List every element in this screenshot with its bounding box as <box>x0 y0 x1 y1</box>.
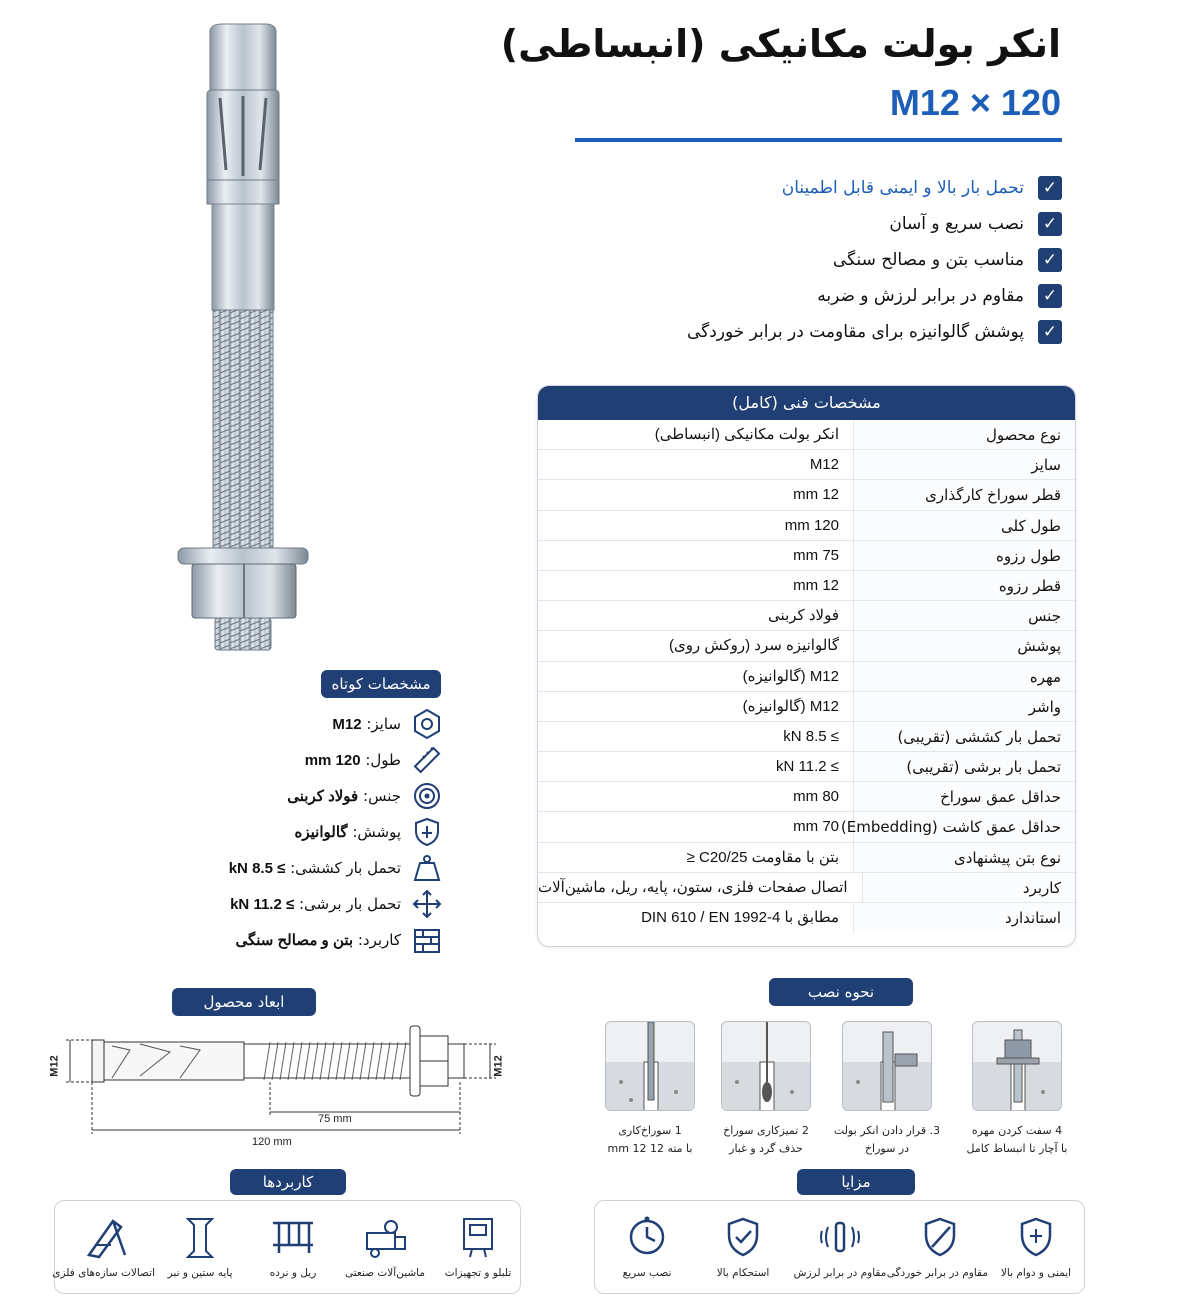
spec-value: ≥ 8.5 kN <box>783 727 839 745</box>
spec-key: نوع محصول <box>853 420 1075 449</box>
spec-value: M12 <box>809 456 839 474</box>
spec-row <box>538 722 1075 752</box>
advantage-label: ایمنی و دوام بالا <box>1000 1267 1072 1279</box>
brick-wall-icon <box>411 924 443 956</box>
installation-title: نحوه نصب <box>769 978 913 1006</box>
install-step-line1: 3. قرار دادن انکر بولت <box>833 1124 941 1137</box>
diameter-left-label: M12 <box>48 1055 61 1077</box>
spec-row <box>538 631 1075 661</box>
application-item <box>245 1215 341 1279</box>
install-step-image <box>842 1021 932 1111</box>
spec-value: 12 mm <box>793 576 839 594</box>
corrosion-shield-icon <box>918 1215 962 1259</box>
quick-install-icon <box>625 1215 669 1259</box>
spec-row <box>538 511 1075 541</box>
total-length-label: 120 mm <box>252 1136 292 1148</box>
spec-row <box>538 601 1075 631</box>
short-spec-value: 120 mm <box>304 752 361 769</box>
feature-item <box>592 314 1062 350</box>
spec-value: 80 mm <box>793 788 839 806</box>
spec-value: 12 mm <box>793 486 839 504</box>
spec-key: طول رزوه <box>853 541 1075 570</box>
spec-value: گالوانیزه سرد (روکش روی) <box>668 637 839 655</box>
install-step-line1: 1 سوراخ‌کاری <box>618 1124 682 1137</box>
shield-icon <box>411 816 443 848</box>
spec-row <box>538 873 1075 903</box>
short-spec-label: جنس: <box>363 787 401 805</box>
page-title: انکر بولت مکانیکی (انبساطی) <box>500 22 1061 66</box>
install-step-line2: با مته 12 mm 12 <box>607 1142 693 1155</box>
vibration-icon <box>818 1215 862 1259</box>
short-spec-label: پوشش: <box>352 823 401 841</box>
thread-length-label: 75 mm <box>318 1113 352 1125</box>
spec-key: حداقل عمق سوراخ <box>853 782 1075 811</box>
applications-card <box>54 1200 521 1294</box>
column-icon <box>180 1215 220 1259</box>
short-spec-label: تحمل بار برشی: <box>299 895 401 913</box>
short-spec-item <box>203 706 443 742</box>
insert-bolt-icon <box>843 1022 932 1111</box>
dimensions-title: ابعاد محصول <box>172 988 316 1016</box>
applications-title: کاربردها <box>230 1169 346 1195</box>
checkbox-icon: ✓ <box>1038 284 1062 308</box>
install-step-caption <box>822 1122 952 1158</box>
drill-icon <box>606 1022 695 1111</box>
spec-value: 70 mm <box>793 818 839 836</box>
feature-item <box>592 278 1062 314</box>
spec-key: تحمل بار کششی (تقریبی) <box>853 722 1075 751</box>
spec-key: پوشش <box>853 631 1075 660</box>
spec-key: قطر رزوه <box>853 571 1075 600</box>
spec-key: طول کلی <box>853 511 1075 540</box>
checkbox-icon: ✓ <box>1038 320 1062 344</box>
install-step-caption <box>701 1122 831 1158</box>
short-spec-item <box>203 922 443 958</box>
short-spec-label: طول: <box>365 751 401 769</box>
spec-value: M12 (گالوانیزه) <box>742 697 839 715</box>
spec-value: ≥ 11.2 kN <box>775 758 839 776</box>
spec-value: فولاد کربنی <box>768 607 839 625</box>
spec-key: جنس <box>853 601 1075 630</box>
short-spec-value: ≥ 8.5 kN <box>228 860 286 877</box>
short-spec-value: بتن و مصالح سنگی <box>235 932 354 949</box>
short-spec-item <box>203 850 443 886</box>
advantage-label: استحکام بالا <box>716 1267 770 1279</box>
spec-row <box>538 541 1075 571</box>
spec-table <box>537 385 1076 947</box>
application-label: ماشین‌آلات صنعتی <box>345 1267 425 1279</box>
feature-item <box>592 242 1062 278</box>
spec-key: کاربرد <box>862 873 1075 902</box>
advantage-item <box>599 1215 695 1279</box>
feature-list <box>592 170 1062 350</box>
spec-row <box>538 420 1075 450</box>
advantage-label: مقاوم در برابر لرزش <box>793 1267 887 1279</box>
spec-row <box>538 782 1075 812</box>
application-label: ریل و نرده <box>269 1267 317 1279</box>
spec-row <box>538 571 1075 601</box>
advantage-item <box>792 1215 888 1279</box>
ruler-icon <box>411 744 443 776</box>
spec-row <box>538 843 1075 873</box>
spec-row <box>538 692 1075 722</box>
anchor-bolt-image <box>170 20 315 660</box>
advantage-item <box>886 1215 988 1279</box>
spec-row <box>538 812 1075 842</box>
spec-value: M12 (گالوانیزه) <box>742 667 839 685</box>
spec-row <box>538 480 1075 510</box>
advantage-item <box>695 1215 791 1279</box>
title-divider <box>575 138 1062 142</box>
spec-key: حداقل عمق کاشت (Embedding) <box>853 812 1075 841</box>
spec-key: استاندارد <box>853 903 1075 933</box>
install-step-caption <box>952 1122 1082 1158</box>
spec-key: قطر سوراخ کارگذاری <box>853 480 1075 509</box>
machine-icon <box>361 1215 409 1259</box>
spec-value: 75 mm <box>793 546 839 564</box>
diameter-right-label: M12 <box>492 1055 505 1077</box>
checkbox-icon: ✓ <box>1038 176 1062 200</box>
application-item <box>430 1215 526 1279</box>
product-size: M12 × 120 <box>889 82 1061 123</box>
install-step-line1: 4 سفت کردن مهره <box>971 1124 1063 1137</box>
advantages-card <box>594 1200 1085 1294</box>
short-spec-value: گالوانیزه <box>294 824 348 841</box>
short-spec-item <box>203 742 443 778</box>
short-spec-item <box>203 778 443 814</box>
advantage-label: مقاوم در برابر خوردگی <box>886 1267 988 1279</box>
install-step-image <box>605 1021 695 1111</box>
weight-icon <box>411 852 443 884</box>
feature-text: تحمل بار بالا و ایمنی قابل اطمینان <box>781 178 1024 198</box>
spec-key: تحمل بار برشی (تقریبی) <box>853 752 1075 781</box>
application-label: اتصالات سازه‌های فلزی <box>52 1267 155 1279</box>
checkbox-icon: ✓ <box>1038 248 1062 272</box>
panel-icon <box>458 1215 498 1259</box>
steel-structure-icon <box>83 1215 131 1259</box>
railing-icon <box>269 1215 317 1259</box>
short-spec-label: کاربرد: <box>357 931 401 949</box>
short-spec-value: M12 <box>332 716 362 733</box>
spec-key: سایز <box>853 450 1075 479</box>
hex-nut-icon <box>411 708 443 740</box>
spec-value: انکر بولت مکانیکی (انبساطی) <box>654 426 839 443</box>
install-step-line2: با آچار تا انبساط کامل <box>966 1142 1068 1155</box>
spec-row <box>538 903 1075 933</box>
advantage-label: نصب سریع <box>622 1267 672 1279</box>
advantage-item <box>988 1215 1084 1279</box>
shear-arrows-icon <box>411 888 443 920</box>
spec-value: اتصال صفحات فلزی، ستون، پایه، ریل، ماشین‌آلات <box>538 878 848 896</box>
safety-shield-icon <box>1016 1215 1056 1259</box>
install-step-caption <box>585 1122 715 1158</box>
short-specs-title: مشخصات کوتاه <box>321 670 441 698</box>
spec-value: مطابق با DIN 610 / EN 1992-4 <box>641 909 839 926</box>
short-spec-value: فولاد کربنی <box>287 788 359 805</box>
short-spec-item <box>203 814 443 850</box>
spec-key: مهره <box>853 662 1075 691</box>
feature-text: مقاوم در برابر لرزش و ضربه <box>817 286 1024 306</box>
feature-text: نصب سریع و آسان <box>889 214 1024 234</box>
feature-text: پوشش گالوانیزه برای مقاومت در برابر خوردگی <box>686 322 1024 342</box>
install-step-line2: در سوراخ <box>864 1142 910 1155</box>
install-step-line1: 2 تمیزکاری سوراخ <box>723 1124 809 1137</box>
spec-key: واشر <box>853 692 1075 721</box>
spec-row <box>538 450 1075 480</box>
application-item <box>337 1215 433 1279</box>
short-spec-item <box>203 886 443 922</box>
tighten-nut-icon <box>973 1022 1062 1111</box>
feature-item <box>592 206 1062 242</box>
install-step-image <box>721 1021 811 1111</box>
checkbox-icon: ✓ <box>1038 212 1062 236</box>
application-label: پایه ستین و نبر <box>167 1267 233 1279</box>
strength-shield-icon <box>723 1215 763 1259</box>
short-spec-label: تحمل بار کششی: <box>290 859 401 877</box>
spec-table-title: مشخصات فنی (کامل) <box>538 386 1075 420</box>
install-step-image <box>972 1021 1062 1111</box>
application-item <box>52 1215 155 1279</box>
short-spec-value: ≥ 11.2 kN <box>230 896 295 913</box>
short-specs-list <box>203 706 443 958</box>
feature-item <box>592 170 1062 206</box>
feature-text: مناسب بتن و مصالح سنگی <box>832 250 1024 270</box>
steel-coil-icon <box>411 780 443 812</box>
short-spec-label: سایز: <box>366 715 401 733</box>
spec-row <box>538 662 1075 692</box>
install-step-line2: حذف گرد و غبار <box>729 1142 803 1155</box>
spec-key: نوع بتن پیشنهادی <box>853 843 1075 872</box>
spec-table-body <box>538 420 1075 933</box>
application-item <box>152 1215 248 1279</box>
spec-value: بتن با مقاومت C20/25 ≤ <box>686 848 839 866</box>
spec-value: 120 mm <box>784 516 839 534</box>
spec-row <box>538 752 1075 782</box>
advantages-title: مزایا <box>797 1169 915 1195</box>
application-label: تلبلو و تجهیزات <box>444 1267 512 1279</box>
brush-icon <box>722 1022 811 1111</box>
